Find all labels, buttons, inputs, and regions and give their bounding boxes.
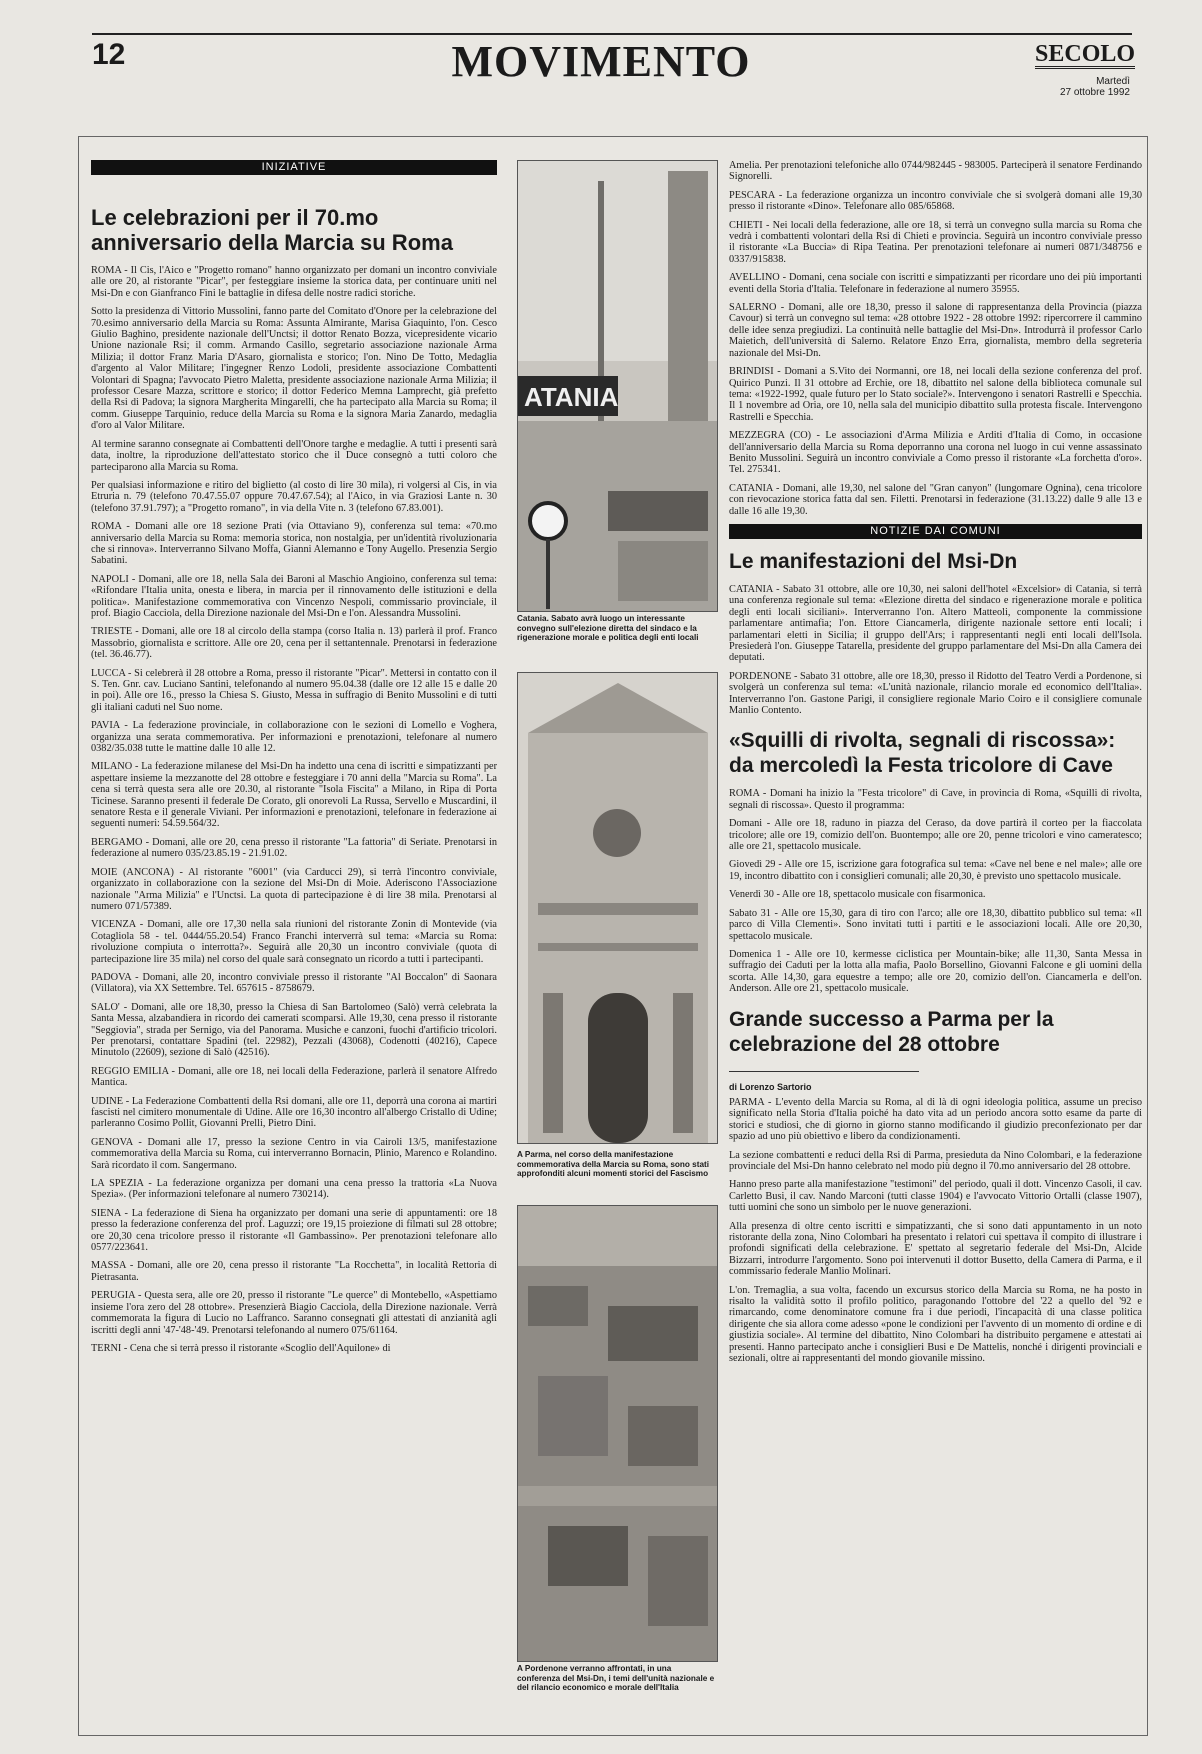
news-item: TRIESTE - Domani, alle ore 18 al circolo della stampa (corso Italia n. 13) parlerà il prof. Franco Massobrio, giornalista e scrittore. Alle ore 20, cena per il settantennale. Prenotarsi in federazione (tel. 36.46.77). (91, 626, 497, 661)
news-item: MOIE (ANCONA) - Al ristorante "6001" (via Carducci 29), si terrà l'incontro conviviale, organizzato in collaborazione con la sezione del Msi-Dn di Moie. Aderiscono l'Associazione nazionale "Arma Milizia" e l'Unctsi. La quota di partecipazione è di lire 38 mila. Prenotarsi al numero 071/57389. (91, 866, 497, 912)
page-number: 12 (92, 38, 126, 71)
news-item: PORDENONE - Sabato 31 ottobre, alle ore 18,30, presso il Ridotto del Teatro Verdi a Pordenone, si svolgerà un conferenza sul tema: «L'unità nazionale, rilancio morale ed economico dell'Italia». Interverranno l'on. Gastone Parigi, il consigliere regionale Mario Coiro e il consigliere comunale Manlio Contento. (729, 670, 1142, 717)
news-item: PESCARA - La federazione organizza un incontro conviviale che si svolgerà domani alle 19,30 presso il ristorante «Dino». Telefonare allo 085/65868. (729, 189, 1142, 213)
news-item: REGGIO EMILIA - Domani, alle ore 18, nei locali della Federazione, parlerà il senatore Alfredo Mantica. (91, 1065, 497, 1089)
news-item: PARMA - L'evento della Marcia su Roma, al di là di ogni ideologia politica, assume un preciso significato nella Storia d'Italia poiché ha dato vita ad un periodo ancora sotto esame da parte di storici e studiosi, che di giorno in giorno stanno modificando il giudizio preconfezionato per dar spazio ad uno più obiettivo e libero da condizionamenti. (729, 1096, 1142, 1143)
news-item: LA SPEZIA - La federazione organizza per domani una cena presso la trattoria «La Nuova Spezia». (Per informazioni telefonare al numero 730214). (91, 1178, 497, 1201)
news-item: TERNI - Cena che si terrà presso il ristorante «Scoglio dell'Aquilone» di (91, 1342, 391, 1354)
news-item: PADOVA - Domani, alle 20, incontro conviviale presso il ristorante "Al Boccalon" di Saonara (Villatora), via XX Settembre. Tel. 657615 - 8758679. (91, 971, 497, 995)
news-item: CATANIA - Domani, alle 19,30, nel salone del "Gran canyon" (lungomare Ognina), cena tricolore con rievocazione storica fatta dal sen. Filetti. Prenotarsi in federazione (31.13.22) dalle 9 alle 13 e dalle 16 alle 19,30. (729, 482, 1142, 517)
news-item: CATANIA - Sabato 31 ottobre, alle ore 10,30, nei saloni dell'hotel «Excelsior» di Catania, si terrà una conferenza regionale sul tema: «Elezione diretta del sindaco e rigenerazione morale e politica degli enti locali siciliani». Interverranno l'on. Altero Matteoli, componente la commissione parlamentare antimafia; l'on. Ettore Ciancamerla, dirigente nazionale settore enti locali; i parlamentari eletti in Sicilia; il gruppo dell'Ars; i rappresentanti negli enti locali dell'Isola. Presiederà l'on. Giuseppe Tatarella, presidente del gruppo parlamentare del Msi-Dn alla Camera dei deputati. (729, 583, 1142, 664)
column-right (729, 160, 1142, 1371)
news-item: Sotto la presidenza di Vittorio Mussolini, fanno parte del Comitato d'Onore per la celebrazione del 70.esimo anniversario della Marcia su Roma: Assunta Almirante, Marisa Giaquinto, l'on. Cesco Giulio Baghino, presidente nazionale dell'Unctsi; il dottor Renato Bozza, vicepresidente vicario Unione nazionale Rsi; il comm. Armando Casillo, segretario associazione nazionale Arma Milizia; il dottor Franz Maria D'Asaro, giornalista e storico; l'on. Nino De Totto, Medaglia d'argento al Valor Militare; l'ingegner Renzo Lodoli, presidente associazione Combattenti Volontari di Spagna; l'avvocato Pietro Maletta, presidente associazione nazionale Arma Milizia; il professor Cesare Mazza, scrittore e storico; il dottor Federico Memna Lamprecht, già prefetto della Rsi di Padova; la signora Margherita Mingarelli, che ha partecipato alla Marcia su Roma; il comm. Giuseppe Tarquinio, reduce della Marcia su Roma e la signora Maria Zanardo, medaglia d'oro al Valor Militare. (91, 306, 497, 432)
news-item: UDINE - La Federazione Combattenti della Rsi domani, alle ore 11, deporrà una corona ai martiri fascisti nel cimitero monumentale di Udine. Alle ore 16,30 incontro all'albergo Cristallo di Udine; parleranno Cosimo Pollit, Giovanni Prelli, Pietro Dini. (91, 1095, 497, 1130)
station-sign-text: ATANIA (524, 382, 619, 412)
news-item: Domani - Alle ore 18, raduno in piazza del Ceraso, da dove partirà il corteo per la fiaccolata tricolore; alle ore 19, comizio dell'on. Buontempo; alle ore 20, penne tricolori e vino cameratesco; alle ore 21, spettacolo musicale. (729, 818, 1142, 853)
kicker-notizie: NOTIZIE DAI COMUNI (729, 524, 1142, 539)
news-item: BERGAMO - Domani, alle ore 20, cena presso il ristorante "La fattoria" di Seriate. Prenotarsi in federazione al numero 035/23.85.19 - 21.91.02. (91, 836, 497, 860)
news-item: SALO' - Domani, alle ore 18,30, presso la Chiesa di San Bartolomeo (Salò) verrà celebrata la Santa Messa, alzabandiera in ricordo dei camerati scomparsi. Alle 19,30, cena presso il ristorante "Seggiovia", strada per Sernigo, via del Panorama. Musiche e canzoni, fuochi d'artificio tricolori. Per prenotarsi, contattare Spadini (tel. 22982), Pezzali (43068), Codenotti (40216), Capece Minutolo (22609), sezione di Salò (42516). (91, 1001, 497, 1059)
headline-squilli: «Squilli di rivolta, segnali di riscossa»: da mercoledì la Festa tricolore di Cave (729, 729, 1116, 778)
kicker-iniziative: INIZIATIVE (91, 160, 497, 175)
caption-catania: Catania. Sabato avrà luogo un interessante convegno sull'elezione diretta del sindaco e la rigenerazione morale e politica degli enti locali (517, 614, 699, 643)
masthead-logo: SECOLO (1035, 41, 1136, 67)
issue-day: Martedì (1096, 76, 1130, 87)
issue-date-text: 27 ottobre 1992 (1059, 87, 1130, 98)
news-item: Al termine saranno consegnate ai Combattenti dell'Onore targhe e medaglie. A tutti i presenti sarà data, inoltre, la riproduzione dell'attestato storico che il Duce consegnò a tutti coloro che parteciparono alla Marcia su Roma. (91, 438, 497, 473)
news-item: ROMA - Domani ha inizio la "Festa tricolore" di Cave, in provincia di Roma, «Squilli di rivolta, segnali di riscossa». Questo il programma: (729, 788, 1142, 811)
news-item: CHIETI - Nei locali della federazione, alle ore 18, si terrà un convegno sulla marcia su Roma che vedrà i combattenti volontari della Rsi di Chieti e provincia. Seguirà un incontro conviviale presso il ristorante «La Buccia» di Ripa Teatina. Per prenotazioni telefonare ai numeri 0871/348756 e 0337/915838. (729, 219, 1142, 265)
photo-pordenone (517, 1205, 718, 1662)
news-item: ROMA - Il Cis, l'Aico e "Progetto romano" hanno organizzato per domani un incontro conviviale alle ore 20, al ristorante "Picar", per festeggiare insieme la storica data, per continuare uniti nel Msi-Dn e con Gianfranco Fini le battaglie in difesa delle nostre radici storiche. (91, 265, 497, 299)
news-item: ROMA - Domani alle ore 18 sezione Prati (via Ottaviano 9), conferenza sul tema: «70.mo anniversario della Marcia su Roma: memoria storica, non nostalgia, per un'identità rivoluzionaria che si rinnova». Interverranno Silvano Moffa, Gianni Alemanno e Tony Augello. Presenzia Sergio Sabatini. (91, 521, 497, 567)
news-item: SALERNO - Domani, alle ore 18,30, presso il salone di rappresentanza della Provincia (piazza Cavour) si terrà un convegno sul tema: «28 ottobre 1922 - 28 ottobre 1992: ripercorrere il cammino delle idee senza pregiudizi. La continuità nelle battaglie del Msi-Dn». Introdurrà il professor Carlo Maietich, dell'università di Salerno. Relatore Enzo Erra, giornalista, membro della segreteria nazionale del Msi-Dn. (729, 302, 1142, 359)
news-item: MASSA - Domani, alle ore 20, cena presso il ristorante "La Rocchetta", in località Rettoria di Pietrasanta. (91, 1260, 497, 1283)
section-title: MOVIMENTO (451, 37, 751, 86)
news-item: Amelia. Per prenotazioni telefoniche allo 0744/982445 - 983005. Parteciperà il senatore Ferdinando Signorelli. (729, 160, 1142, 183)
news-item: MILANO - La federazione milanese del Msi-Dn ha indetto una cena di iscritti e simpatizzanti per aspettare insieme la mezzanotte del 28 ottobre e festeggiare i 70 anni della "Marcia su Roma". La cena si terrà questa sera alle ore 20.30, al ristorante "Isola Fiscita" a Milano, in Ripa di Porta Ticinese. Saranno presenti il federale De Corato, gli onorevoli La Russa, Servello e Muscardini, il senatore Resta e il generale Viviani. Per informazioni e prenotazioni, telefonare in federazione ai seguenti numeri: 54.59.564/32. (91, 761, 497, 830)
news-item: SIENA - La federazione di Siena ha organizzato per domani una serie di appuntamenti: ore 18 presso la federazione conferenza del prof. Laguzzi; ore 19,15 proiezione di filmati sul 28 ottobre; ore 20,30 cena tricolore presso il ristorante «Il Gambassino». Per prenotazioni telefonare allo 0577/223641. (91, 1207, 497, 1254)
news-item: Venerdì 30 - Alle ore 18, spettacolo musicale con fisarmonica. (729, 889, 986, 901)
right-intro-body (729, 160, 1142, 517)
caption-parma: A Parma, nel corso della manifestazione commemorativa della Marcia su Roma, sono stati approfonditi alcuni momenti storici del Fascismo (517, 1150, 710, 1179)
issue-date (1020, 76, 1130, 98)
caption-pordenone: A Pordenone verranno affrontati, in una conferenza del Msi-Dn, i temi dell'unità nazionale e del rilancio economico e morale dell'Italia (517, 1664, 715, 1693)
left-article-body (91, 265, 497, 1354)
news-item: LUCCA - Si celebrerà il 28 ottobre a Roma, presso il ristorante "Picar". Mettersi in contatto con il S. Ten. Gnr. cav. Luciano Santini, telefonando al numero 95.04.38 (dalle ore 12 alle 15 e dalle 20 in poi). Alle ore 16., presso la Chiesa S. Giusto, Messa in suffragio di Benito Mussolini e di tutti gli italiani caduti nel Suo nome. (91, 667, 497, 713)
news-item: Sabato 31 - Alle ore 15,30, gara di tiro con l'arco; alle ore 18,30, dibattito pubblico sul tema: «Il parco di Villa Clementi». Sono invitati tutti i partiti e le associazioni locali. Alle ore 20,30, spettacolo musicale. (729, 907, 1142, 942)
photo-catania (517, 160, 718, 612)
headline-celebrazioni: Le celebrazioni per il 70.mo anniversario della Marcia su Roma (91, 205, 453, 255)
column-left (91, 160, 497, 1361)
news-item: L'on. Tremaglia, a sua volta, facendo un excursus storico della Marcia su Roma, ne ha posto in risalto la validità sotto il profilo politico, paragonando l'ottobre del '22 a quello del '92 e rimarcando, come denominatore comune fra i due periodi, l'incapacità di una classe politica dirigente che sia allora come adesso «pone le condizioni per l'avvento di un momento di ordine e di giustizia sociale». Al termine del dibattito, Nino Colombari ha distribuito pergamene e attestati ai presenti. Hanno partecipato anche i consiglieri Busi e De Mattelis, nonché i dirigenti provinciali e sezionali, oltre ai rappresentanti del mondo giovanile missino. (729, 1284, 1142, 1365)
news-item: BRINDISI - Domani a S.Vito dei Normanni, ore 18, nei locali della sezione conferenza del prof. Quirico Punzi. Il 31 ottobre ad Erchie, ore 18, dibattito nel salone della biblioteca comunale sul tema: «1922-1992, quale futuro per lo Stato sociale?». Intervengono i senatori Rastrelli e Specchia. Il 1 novembre ad Oria, ore 10, nella sala del municipio dibattito sulla protesta fiscale. Intervengono Rastrelli e Specchia. (729, 366, 1142, 423)
headline-parma: Grande successo a Parma per la celebrazione del 28 ottobre (729, 1007, 1054, 1056)
news-item: MEZZEGRA (CO) - Le associazioni d'Arma Milizia e Arditi d'Italia di Como, in occasione dell'anniversario della Marcia su Roma deporranno una corona nel luogo in cui venne assassinato Benito Mussolini. Seguirà un incontro conviviale a Como presso il ristorante «La forchetta d'oro». Tel. 275341. (729, 430, 1142, 476)
news-item: Domenica 1 - Alle ore 10, kermesse ciclistica per Mountain-bike; alle 11,30, Santa Messa in suffragio dei Caduti per la lotta alla mafia, Paolo Borsellino, Giovanni Falcone e gli uomini della scorta. Alle 14,30, gara equestre a tempo; alle ore 20, comizio dell'on. Ciancamerla e dell'on. Anderson. Alle ore 21, spettacolo musicale. (729, 948, 1142, 995)
headline-manifestazioni: Le manifestazioni del Msi-Dn (729, 549, 1018, 573)
header-rule (92, 33, 1132, 35)
news-item: Hanno preso parte alla manifestazione "testimoni" del periodo, quali il dott. Vincenzo Casoli, il cav. Carletto Busi, il cav. Nando Marconi (tutti classe 1904) e l'avvocato Vittorio Ortalli (classe 1907), tutti uomini che sono un simbolo per le nuove generazioni. (729, 1179, 1142, 1214)
news-item: La sezione combattenti e reduci della Rsi di Parma, presieduta da Nino Colombari, e la federazione provinciale del Msi-Dn hanno celebrato nel modo più degno il 70.mo anniversario del 28 ottobre. (729, 1149, 1142, 1172)
photo-parma (517, 672, 718, 1144)
news-item: Alla presenza di oltre cento iscritti e simpatizzanti, che si sono dati appuntamento in un noto ristorante della zona, Nino Colombari ha presentato i relatori cui spettava il compito di illustrare i profondi significati della celebrazione. E' spettato al segretario federale del Msi-Dn, Alcide Bizzarri, introdurre l'argomento. Sono poi intervenuti il dottor Busetto, della Camera di Parma, e il commissario federale Manlio Molinari. (729, 1220, 1142, 1278)
news-item: PERUGIA - Questa sera, alle ore 20, presso il ristorante "Le querce" di Montebello, «Aspettiamo insieme l'ora zero del 28 ottobre». Presenzierà Biagio Cacciola, della Direzione nazionale. Verrà commemorata la figura di Lucio no Laffranco. Saranno consegnati gli attestati di anzianità agli iscritti degli anni '47-'48-'49. Prenotarsi telefonando al numero 075/61164. (91, 1290, 497, 1336)
news-item: AVELLINO - Domani, cena sociale con iscritti e simpatizzanti per ricordare uno dei più importanti eventi della Storia d'Italia. Telefonare in federazione al numero 35955. (729, 272, 1142, 295)
news-item: PAVIA - La federazione provinciale, in collaborazione con le sezioni di Lomello e Voghera, organizza una serata commemorativa. Per informazioni e prenotazioni, telefonare al numero 0382/35.038 tutte le mattine dalle 10 alle 12. (91, 720, 497, 755)
news-item: GENOVA - Domani alle 17, presso la sezione Centro in via Cairoli 13/5, manifestazione commemorativa della Marcia su Roma, cui interverranno Bornacin, Plinio, Marenco e Rolandino. Sarà ricordato il com. Sangermano. (91, 1136, 497, 1171)
squilli-body (729, 788, 1142, 994)
news-item: VICENZA - Domani, alle ore 17,30 nella sala riunioni del ristorante Zonin di Montevide (via Cotagliola 58 - tel. 0444/55.20.54) Franco Franchi interverrà sul tema: «Marcia su Roma: rivoluzione compiuta o interrotta?». Seguirà alle 20,30 un incontro conviviale (quota di partecipazione lire 35 mila) nel corso del quale sarà consegnato un ricordo a tutti i partecipanti. (91, 919, 497, 965)
manifestazioni-body (729, 584, 1142, 716)
news-item: NAPOLI - Domani, alle ore 18, nella Sala dei Baroni al Maschio Angioino, conferenza sul tema: «Rifondare l'Italia unita, onesta e libera, in marcia per il rinnovamento delle istituzioni e della politica». Manifestazione commemorativa con Vincenzo Nespoli, commissario provinciale, il prof. Biagio Cacciola, della Direzione nazionale del Msi-Dn e l'on. Alessandra Mussolini. (91, 573, 497, 619)
news-item: Giovedì 29 - Alle ore 15, iscrizione gara fotografica sul tema: «Cave nel bene e nel male»; alle ore 19, incontro dibattito con i consiglieri comunali; alle 20,30, è previsto uno spettacolo musicale. (729, 859, 1142, 882)
news-item: Per qualsiasi informazione e ritiro del biglietto (al costo di lire 30 mila), ri volgersi al Cis, in via Etruria n. 79 (telefono 70.47.55.07 oppure 70.47.67.54); al l'Aico, in via Graziosi Lante n. 30 (telefono 37.91.797); a "Progetto romano", in via della Vite n. 3 (telefono 67.83.001). (91, 479, 497, 514)
parma-body (729, 1097, 1142, 1365)
byline: di Lorenzo Sartorio (729, 1071, 919, 1093)
